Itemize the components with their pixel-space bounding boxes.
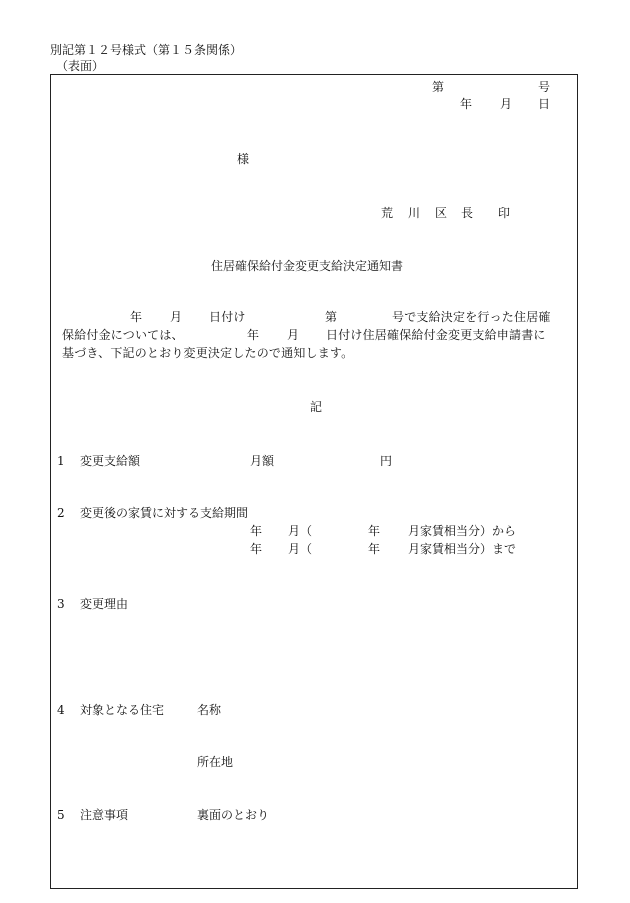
issuer-char-2: 川	[408, 206, 421, 220]
item-1-label: 変更支給額	[80, 454, 141, 468]
item-5-label: 注意事項	[80, 808, 129, 822]
item-1-yen: 円	[380, 454, 393, 468]
side-label: （表面）	[56, 59, 105, 73]
body-l1-dai: 第	[325, 310, 338, 324]
item-2-r2-year2: 年	[368, 542, 381, 556]
item-2-number: 2	[57, 506, 65, 520]
form-caption: 別記第１２号様式（第１５条関係）	[50, 43, 243, 57]
item-2-label: 変更後の家賃に対する支給期間	[80, 506, 249, 520]
doc-number-prefix: 第	[432, 80, 445, 94]
item-5-number: 5	[57, 808, 65, 822]
item-4-number: 4	[57, 703, 65, 717]
issuer-char-3: 区	[435, 206, 448, 220]
item-1-monthly: 月額	[250, 454, 275, 468]
ki-heading: 記	[310, 400, 323, 414]
issuer-seal: 印	[498, 206, 511, 220]
document-title: 住居確保給付金変更支給決定通知書	[211, 259, 404, 273]
item-2-r1-year2: 年	[368, 524, 381, 538]
date-year: 年	[460, 97, 473, 111]
body-l2-month: 月	[287, 328, 300, 342]
item-4-label: 対象となる住宅	[80, 703, 165, 717]
item-4-location-label: 所在地	[197, 755, 234, 769]
item-2-r1-year: 年	[250, 524, 263, 538]
body-l2-start: 保給付金については、	[62, 328, 184, 342]
item-5-value: 裏面のとおり	[197, 808, 270, 822]
item-2-r1-month: 月（	[288, 524, 313, 538]
issuer-char-4: 長	[461, 206, 474, 220]
body-l1-rest: 号で支給決定を行った住居確	[392, 310, 551, 324]
body-l1-dated: 日付け	[209, 310, 246, 324]
item-2-r2-rest: 月家賃相当分）まで	[408, 542, 517, 556]
item-2-r2-month: 月（	[288, 542, 313, 556]
item-4-name-label: 名称	[197, 703, 222, 717]
item-2-r1-rest: 月家賃相当分）から	[408, 524, 517, 538]
date-day: 日	[538, 97, 551, 111]
body-l1-year: 年	[130, 310, 143, 324]
item-3-number: 3	[57, 597, 65, 611]
item-3-label: 変更理由	[80, 597, 129, 611]
date-month: 月	[500, 97, 513, 111]
body-l2-year: 年	[247, 328, 260, 342]
item-2-r2-year: 年	[250, 542, 263, 556]
form-frame	[50, 74, 578, 889]
item-1-number: 1	[57, 454, 65, 468]
doc-number-suffix: 号	[538, 80, 551, 94]
body-l1-month: 月	[170, 310, 183, 324]
addressee-honorific: 様	[237, 152, 250, 166]
body-l3: 基づき、下記のとおり変更決定したので通知します。	[62, 346, 354, 360]
body-l2-rest: 日付け住居確保給付金変更支給申請書に	[326, 328, 546, 342]
issuer-char-1: 荒	[381, 206, 394, 220]
